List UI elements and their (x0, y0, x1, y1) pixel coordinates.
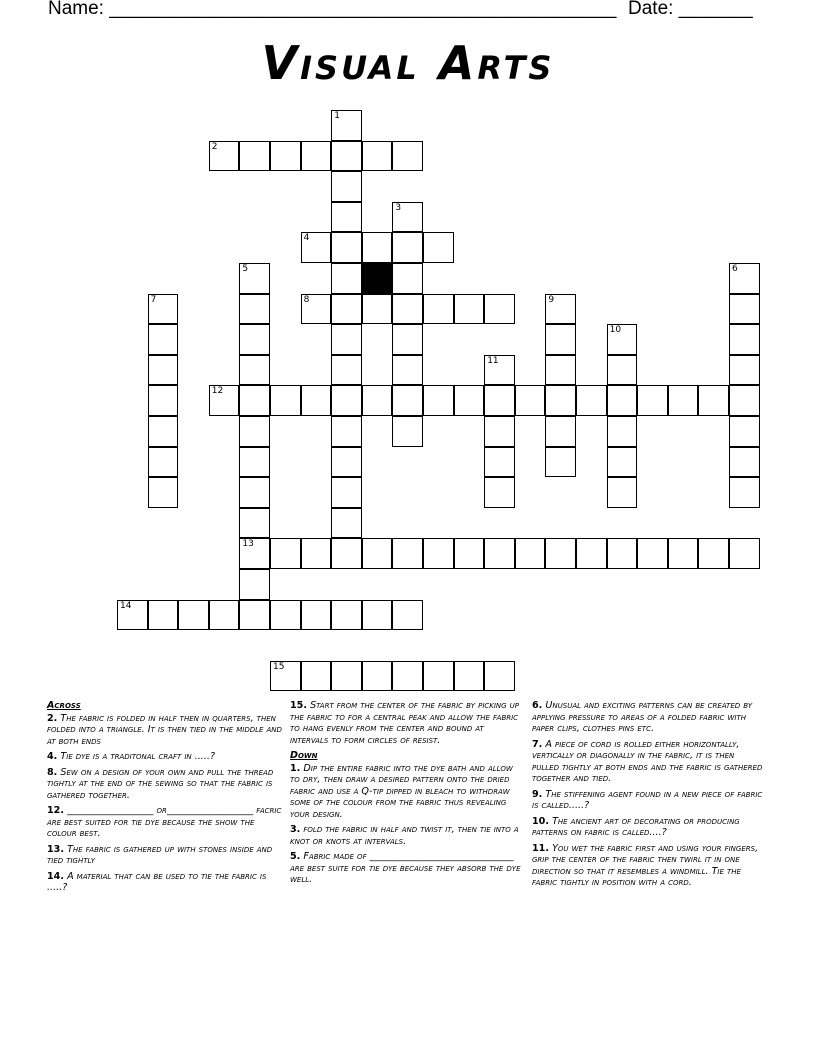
clue-item (47, 844, 283, 867)
grid-cell[interactable] (148, 477, 179, 508)
clue-text: fold the fabric in half and twist it, then tie into a knot or knots at intervals. (290, 824, 519, 847)
clue-number: 10. (532, 815, 549, 827)
grid-cell[interactable] (392, 538, 423, 569)
grid-cell[interactable] (392, 416, 423, 447)
grid-cell[interactable] (239, 416, 270, 447)
grid-cell[interactable] (178, 600, 209, 631)
clue-number: 15. (290, 700, 307, 711)
grid-cell[interactable] (484, 355, 515, 386)
grid-cell[interactable] (331, 416, 362, 447)
grid-cell[interactable] (331, 294, 362, 325)
clue-item (290, 700, 522, 746)
grid-cell[interactable] (392, 263, 423, 294)
grid-cell[interactable] (607, 385, 638, 416)
grid-cell[interactable] (239, 294, 270, 325)
clue-text: Dip the entire fabric into the dye bath and allow to dry, then draw a desired pattern onto the dried fabric and use a Q-tip dipped in bleach to withdraw some of the colour from the fabric thus revealing your design. (290, 762, 513, 820)
grid-cell[interactable] (454, 385, 485, 416)
grid-cell[interactable] (331, 538, 362, 569)
grid-cell[interactable] (729, 355, 760, 386)
down-heading: Down (290, 750, 318, 761)
grid-cell[interactable] (729, 324, 760, 355)
grid-cell[interactable] (392, 141, 423, 172)
grid-cell[interactable] (729, 416, 760, 447)
grid-cell[interactable] (331, 324, 362, 355)
grid-cell[interactable] (392, 385, 423, 416)
grid-cell[interactable] (729, 538, 760, 569)
grid-cell[interactable] (270, 538, 301, 569)
clue-text: Fabric made of ______________________________ are best suite for tie dye because they absorb the dye well. (290, 851, 521, 885)
grid-cell[interactable] (484, 661, 515, 692)
grid-cell[interactable] (545, 538, 576, 569)
clue-number-label: 7 (150, 294, 157, 305)
grid-cell[interactable] (239, 538, 270, 569)
clue-number-label: 2 (211, 141, 218, 152)
grid-cell[interactable] (484, 538, 515, 569)
grid-cell[interactable] (392, 324, 423, 355)
clue-number: 6. (532, 700, 543, 711)
grid-cell[interactable] (239, 355, 270, 386)
grid-cell[interactable] (331, 171, 362, 202)
clue-number-label: 6 (732, 264, 738, 274)
clue-item (532, 816, 764, 839)
grid-cell[interactable] (423, 385, 454, 416)
grid-cell[interactable] (362, 141, 393, 172)
grid-cell[interactable] (301, 294, 332, 325)
clue-number-label: 13 (242, 539, 254, 550)
grid-cell[interactable] (607, 324, 638, 355)
grid-cell[interactable] (301, 600, 332, 631)
grid-cell[interactable] (239, 508, 270, 539)
clue-number-label: 14 (120, 600, 132, 611)
grid-cell[interactable] (607, 447, 638, 478)
clues-column-3 (532, 700, 764, 893)
clue-number-label: 12 (211, 386, 224, 397)
blocked-cell (362, 263, 393, 294)
grid-cell[interactable] (607, 416, 638, 447)
clue-number-label: 1 (334, 111, 340, 121)
grid-cell[interactable] (545, 447, 576, 478)
grid-cell[interactable] (392, 232, 423, 263)
grid-cell[interactable] (331, 355, 362, 386)
clue-number: 5. (290, 851, 301, 862)
grid-cell[interactable] (148, 355, 179, 386)
grid-cell[interactable] (545, 416, 576, 447)
clue-text: Start from the center of the fabric by picking up the fabric to for a central peak and allow the fabric to hang evenly from the center and bound at intervals to form circles of resist. (290, 700, 519, 746)
grid-cell[interactable] (331, 508, 362, 539)
grid-cell[interactable] (331, 263, 362, 294)
clue-item (290, 824, 522, 847)
grid-cell[interactable] (545, 355, 576, 386)
clue-item (47, 871, 283, 894)
grid-cell[interactable] (698, 385, 729, 416)
clue-item (290, 851, 522, 886)
grid-cell[interactable] (331, 232, 362, 263)
grid-cell[interactable] (729, 477, 760, 508)
clue-number: 14. (47, 870, 64, 882)
grid-cell[interactable] (331, 477, 362, 508)
clue-item (290, 763, 522, 821)
grid-cell[interactable] (331, 661, 362, 692)
grid-cell[interactable] (331, 202, 362, 233)
grid-cell[interactable] (331, 447, 362, 478)
grid-cell[interactable] (545, 294, 576, 325)
grid-cell[interactable] (607, 477, 638, 508)
grid-cell[interactable] (392, 202, 423, 233)
grid-cell[interactable] (454, 294, 485, 325)
grid-cell[interactable] (607, 355, 638, 386)
grid-cell[interactable] (637, 538, 668, 569)
grid-cell[interactable] (392, 355, 423, 386)
grid-cell[interactable] (148, 600, 179, 631)
grid-cell[interactable] (301, 232, 332, 263)
grid-cell[interactable] (209, 600, 240, 631)
grid-cell[interactable] (423, 661, 454, 692)
grid-cell[interactable] (454, 538, 485, 569)
grid-cell[interactable] (484, 477, 515, 508)
grid-cell[interactable] (301, 141, 332, 172)
grid-cell[interactable] (515, 385, 546, 416)
grid-cell[interactable] (392, 294, 423, 325)
grid-cell[interactable] (729, 385, 760, 416)
clue-number: 2. (47, 712, 58, 724)
clue-number: 11. (532, 842, 549, 854)
date-field[interactable]: Date: _______ (628, 0, 753, 19)
clue-text: The fabric is folded in half then in quarters, then folded into a triangle. It is then tied in the middle and at both ends (47, 712, 282, 747)
grid-cell[interactable] (637, 385, 668, 416)
grid-cell[interactable] (362, 232, 393, 263)
clue-item (532, 843, 764, 889)
grid-cell[interactable] (362, 385, 393, 416)
grid-cell[interactable] (362, 600, 393, 631)
grid-cell[interactable] (270, 600, 301, 631)
grid-cell[interactable] (270, 661, 301, 692)
clue-text: The stiffening agent found in a new piece of fabric is called.....? (532, 788, 763, 811)
grid-cell[interactable] (576, 538, 607, 569)
grid-cell[interactable] (239, 600, 270, 631)
clue-number: 4. (47, 751, 58, 762)
grid-cell[interactable] (423, 538, 454, 569)
grid-cell[interactable] (331, 600, 362, 631)
puzzle-title: Visual Arts (261, 36, 555, 90)
clue-item (47, 751, 283, 763)
grid-cell[interactable] (301, 385, 332, 416)
clue-item (47, 767, 283, 802)
grid-cell[interactable] (515, 538, 546, 569)
grid-cell[interactable] (576, 385, 607, 416)
grid-cell[interactable] (148, 447, 179, 478)
clue-number: 8. (47, 766, 58, 778)
grid-cell[interactable] (239, 263, 270, 294)
clue-number-label: 3 (395, 202, 402, 213)
grid-cell[interactable] (607, 538, 638, 569)
grid-cell[interactable] (729, 294, 760, 325)
grid-cell[interactable] (331, 141, 362, 172)
grid-cell[interactable] (239, 385, 270, 416)
grid-cell[interactable] (545, 385, 576, 416)
clue-text: __________________ or__________________ facric are best suited for tie dye because the show the colour best. (47, 805, 282, 839)
clues-column-2 (290, 700, 522, 890)
clue-number-label: 10 (609, 325, 622, 336)
clue-item (532, 700, 764, 735)
grid-cell[interactable] (668, 538, 699, 569)
clue-number-label: 5 (242, 264, 249, 274)
grid-cell[interactable] (148, 324, 179, 355)
grid-cell[interactable] (668, 385, 699, 416)
grid-cell[interactable] (239, 569, 270, 600)
grid-cell[interactable] (270, 385, 301, 416)
grid-cell[interactable] (454, 661, 485, 692)
clue-item (532, 739, 764, 785)
clue-text: You wet the fabric first and using your fingers, grip the center of the fabric then twirl it in one direction so that it resembles a windmill. Tie the fabric tightly in position with a cord. (532, 842, 759, 888)
grid-cell[interactable] (484, 416, 515, 447)
grid-cell[interactable] (239, 477, 270, 508)
grid-cell[interactable] (484, 447, 515, 478)
grid-cell[interactable] (301, 661, 332, 692)
grid-cell[interactable] (239, 447, 270, 478)
grid-cell[interactable] (239, 141, 270, 172)
clue-number: 12. (47, 805, 64, 816)
clue-number-label: 15 (273, 661, 285, 672)
grid-cell[interactable] (239, 324, 270, 355)
grid-cell[interactable] (392, 600, 423, 631)
clue-number: 3. (290, 824, 301, 835)
grid-cell[interactable] (484, 385, 515, 416)
grid-cell[interactable] (362, 538, 393, 569)
grid-cell[interactable] (423, 294, 454, 325)
grid-cell[interactable] (545, 324, 576, 355)
grid-cell[interactable] (729, 447, 760, 478)
grid-cell[interactable] (729, 263, 760, 294)
grid-cell[interactable] (392, 661, 423, 692)
grid-cell[interactable] (331, 110, 362, 141)
clue-text: Unusual and exciting patterns can be created by applying pressure to areas of a folded fabric with paper clips, clothes pins etc. (532, 700, 753, 734)
grid-cell[interactable] (148, 294, 179, 325)
grid-cell[interactable] (148, 385, 179, 416)
clue-text: The ancient art of decorating or producing patterns on fabric is called....? (532, 815, 740, 838)
grid-cell[interactable] (270, 141, 301, 172)
grid-cell[interactable] (484, 294, 515, 325)
clue-text: Tie dye is a traditonal craft in .....? (60, 751, 216, 762)
clue-number-label: 4 (303, 233, 310, 244)
clue-number-label: 8 (303, 294, 310, 305)
clue-number: 7. (532, 738, 543, 750)
grid-cell[interactable] (362, 294, 393, 325)
clues-column-1 (47, 700, 283, 898)
grid-cell[interactable] (423, 232, 454, 263)
clue-text: A material that can be used to tie the fabric is .....? (47, 870, 267, 893)
clue-number-label: 9 (548, 294, 555, 305)
grid-cell[interactable] (148, 416, 179, 447)
grid-cell[interactable] (209, 385, 240, 416)
clue-item (47, 805, 283, 840)
clue-item (532, 789, 764, 812)
across-heading: Across (47, 700, 81, 711)
clue-number: 9. (532, 788, 543, 800)
grid-cell[interactable] (362, 661, 393, 692)
clue-number: 13. (47, 843, 64, 855)
grid-cell[interactable] (698, 538, 729, 569)
name-field[interactable]: Name: ________________________________________________ (48, 0, 617, 19)
clue-number: 1. (290, 762, 301, 774)
clue-text: A piece of cord is rolled either horizontally, vertically or diagonally in the fabric, it is then pulled tightly at both ends and the fabric is gathered together and tied. (532, 738, 763, 784)
grid-cell[interactable] (301, 538, 332, 569)
grid-cell[interactable] (209, 141, 240, 172)
grid-cell[interactable] (117, 600, 148, 631)
clue-text: The fabric is gathered up with stones inside and tied tightly (47, 843, 273, 866)
clue-number-label: 11 (487, 355, 499, 366)
clue-text: Sew on a design of your own and pull the thread tightly at the end of the sewing so that the fabric is gathered together. (47, 766, 274, 801)
grid-cell[interactable] (331, 385, 362, 416)
clue-item (47, 713, 283, 748)
